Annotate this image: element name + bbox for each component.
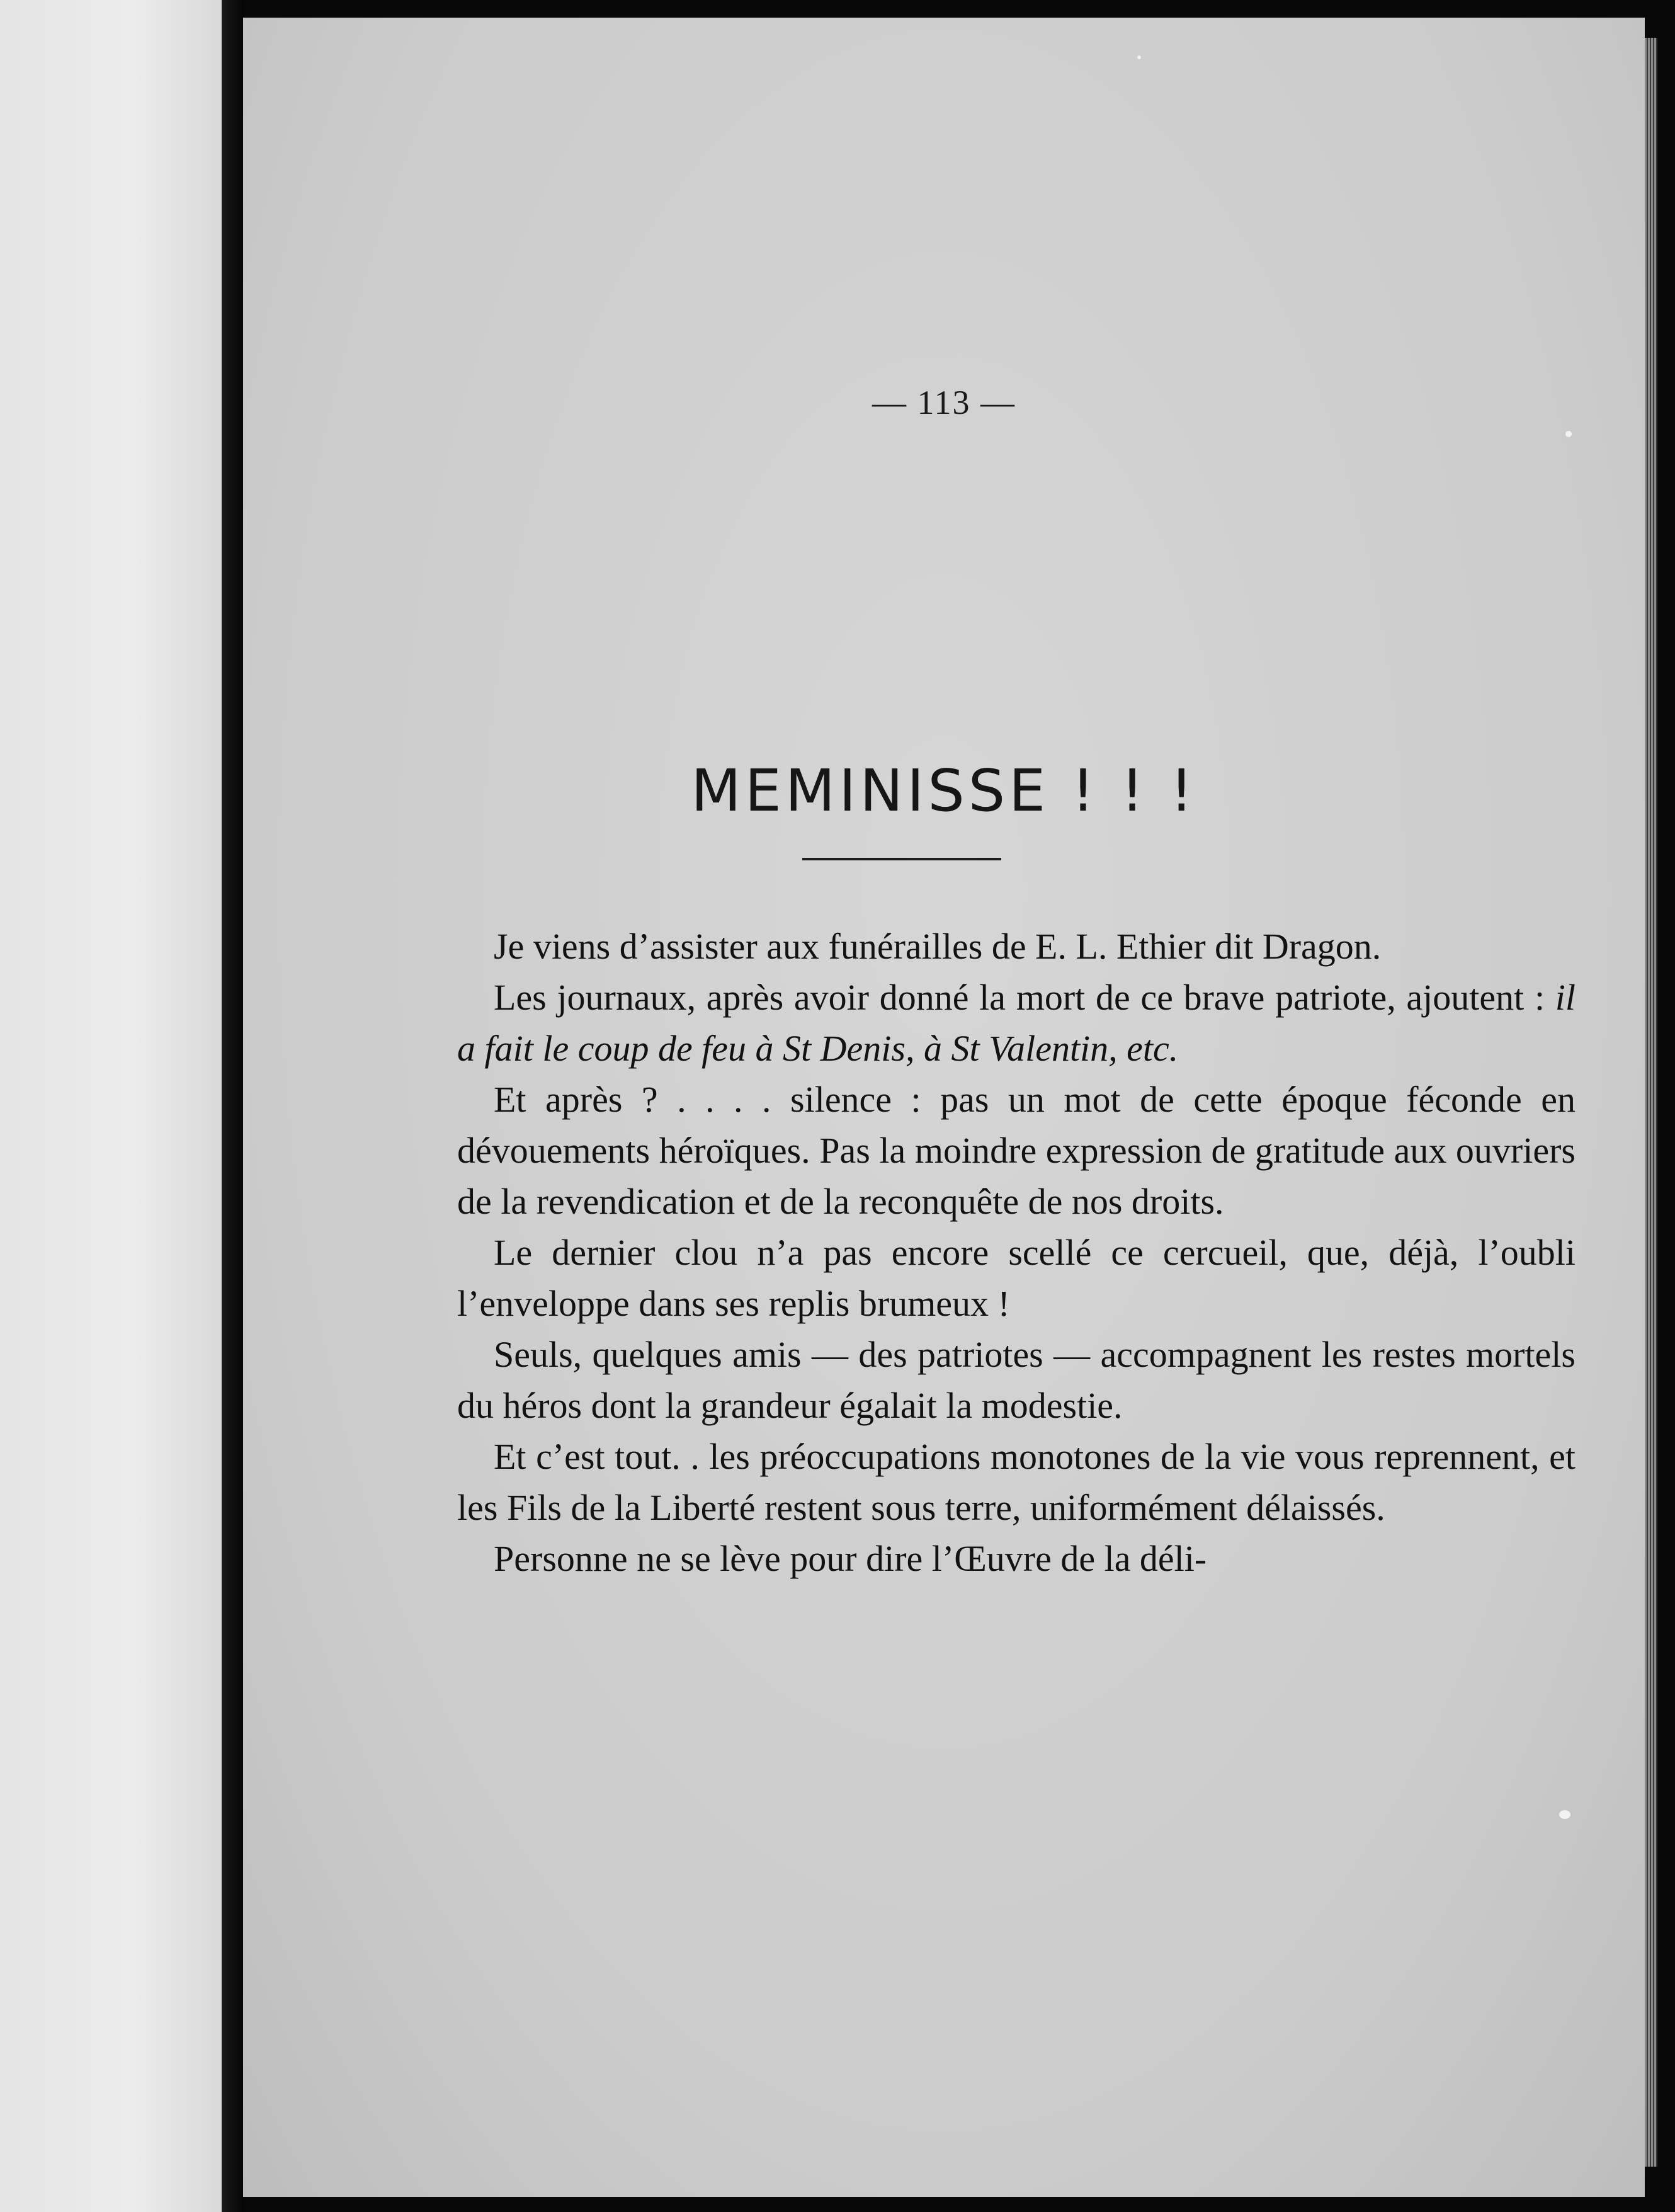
facing-page-left xyxy=(0,0,222,2212)
gutter-shadow xyxy=(222,0,244,2212)
title-rule xyxy=(802,858,1001,860)
paragraph: Personne ne se lève pour dire l’Œuvre de la déli- xyxy=(494,1538,1207,1579)
paragraph: Je viens d’assister aux funérailles de E. L. Ethier dit Dragon. xyxy=(494,926,1382,967)
italic-quote: il a fait le coup de feu à St Denis, à St Valentin, etc. xyxy=(457,977,1576,1069)
page-edges xyxy=(1645,38,1657,2167)
book-page xyxy=(243,18,1645,2197)
paragraph: Seuls, quelques amis — des patriotes — accompagnent les restes mortels du héros dont la grandeur égalait la modestie. xyxy=(457,1334,1576,1426)
paragraph: Les journaux, après avoir donné la mort de ce brave patriote, ajoutent : il a fait le coup de feu à St Denis, à St Valentin, etc. xyxy=(457,977,1576,1069)
chapter-title: MEMINISSE ! ! ! xyxy=(691,756,1197,824)
paragraph: Le dernier clou n’a pas encore scellé ce cercueil, que, déjà, l’oubli l’enveloppe dans ses replis brumeux ! xyxy=(457,1232,1576,1324)
paragraph: Et c’est tout. . les préoccupations monotones de la vie vous reprennent, et les Fils de la Liberté restent sous terre, uniformément délaissés. xyxy=(457,1436,1576,1528)
body-text xyxy=(457,921,1576,1584)
paragraph: Et après ? . . . . silence : pas un mot de cette époque féconde en dévouements héroïques. Pas la moindre expression de gratitude aux ouvriers de la revendication et de la reconquête de nos droits. xyxy=(457,1079,1576,1222)
page-number: — 113 — xyxy=(872,384,1016,421)
